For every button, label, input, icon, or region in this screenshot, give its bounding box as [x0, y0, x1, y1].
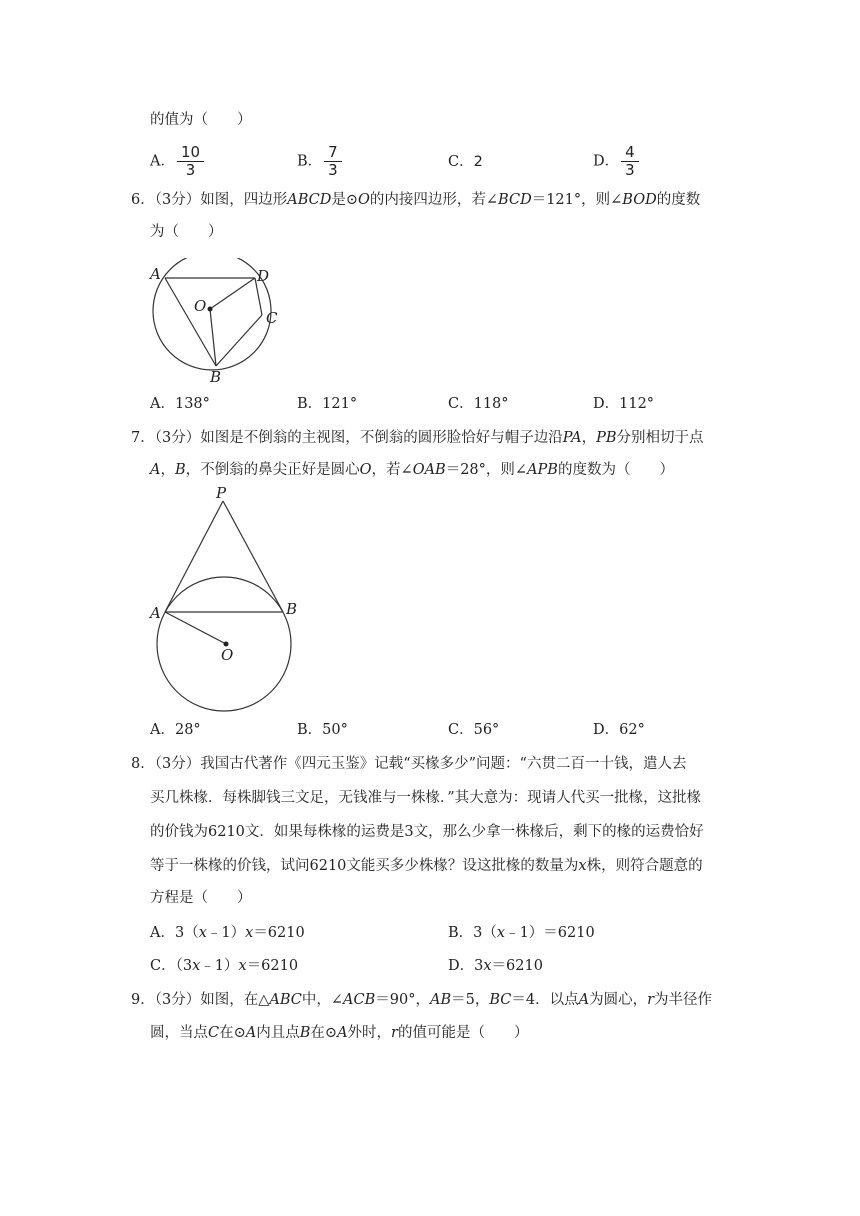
q7-option-a[interactable]: A．28°: [150, 722, 201, 738]
q5-option-b[interactable]: [297, 144, 340, 179]
q7-stem-line2: A，B，不倒翁的鼻尖正好是圆心O，若∠OAB＝28°，则∠APB的度数为（ ）: [150, 462, 674, 478]
q5-option-d[interactable]: [593, 144, 637, 179]
label-o: O: [194, 297, 207, 315]
segment-pb: [223, 501, 283, 612]
label-o: O: [221, 646, 234, 664]
segment-cb: [216, 315, 262, 366]
q8-stem-line5: 方程是（ ）: [150, 890, 252, 906]
q9-stem-line2: 圆，当点C在⊙A内且点B在⊙A外时，r的值可能是（ ）: [150, 1025, 529, 1041]
q9-stem-line1: 9．（3分）如图，在△ABC中，∠ACB＝90°，AB＝5，BC＝4．以点A为圆心，r为半径作: [131, 992, 713, 1008]
label-d: D: [257, 267, 270, 285]
q8-option-b[interactable]: B．3（x﹣1）＝6210: [448, 925, 595, 941]
q8-option-a[interactable]: A．3（x﹣1）x＝6210: [150, 925, 305, 941]
q8-stem-line3: 的价钱为6210文．如果每株椽的运费是3文，那么少拿一株椽后，剩下的椽的运费恰好: [150, 824, 704, 840]
q6-option-b[interactable]: B．121°: [297, 396, 358, 412]
label-a: A: [150, 265, 161, 283]
q5-tail: 的值为（ ）: [150, 112, 252, 128]
fraction: $\frac{4}{3}$: [623, 144, 637, 179]
q5-option-c[interactable]: [448, 150, 483, 171]
option-letter: A．: [150, 153, 175, 170]
label-b: B: [286, 600, 298, 618]
q6-option-d[interactable]: D．112°: [593, 396, 655, 412]
fraction: $\frac{10}{3}$: [179, 144, 202, 179]
q7-figure: [140, 484, 310, 714]
label-p: P: [216, 484, 227, 502]
option-letter: D．: [593, 153, 620, 170]
q8-stem-line4: 等于一株椽的价钱，试问6210文能买多少株椽？设这批椽的数量为x株，则符合题意的: [150, 858, 703, 874]
segment-pa: [165, 501, 223, 612]
q8-option-c[interactable]: C．（3x﹣1）x＝6210: [150, 958, 299, 974]
segment-od: [210, 278, 255, 309]
q7-option-d[interactable]: D．62°: [593, 722, 645, 738]
circle-o: [153, 258, 271, 370]
segment-ab: [165, 278, 216, 366]
q5-option-a[interactable]: [150, 144, 202, 179]
center-point: [208, 307, 213, 312]
label-b: B: [210, 368, 222, 384]
option-letter: C．: [448, 154, 474, 170]
q6-option-a[interactable]: A．138°: [150, 396, 210, 412]
q8-option-d[interactable]: D．3x＝6210: [448, 958, 543, 974]
option-value: 2: [473, 154, 483, 170]
q6-option-c[interactable]: C．118°: [448, 396, 509, 412]
q6-figure: [140, 258, 290, 384]
q7-option-c[interactable]: C．56°: [448, 722, 500, 738]
q7-option-b[interactable]: B．50°: [297, 722, 348, 738]
option-letter: B．: [297, 153, 323, 170]
label-c: C: [266, 309, 278, 327]
label-a: A: [150, 604, 161, 622]
fraction: $\frac{7}{3}$: [326, 144, 340, 179]
q8-stem-line1: 8．（3分）我国古代著作《四元玉鉴》记载“买椽多少”问题：“六贯二百一十钱，遣人去: [131, 756, 687, 772]
segment-ao: [165, 612, 226, 644]
q7-stem-line1: 7．（3分）如图是不倒翁的主视图，不倒翁的圆形脸恰好与帽子边沿PA，PB分别相切于点: [131, 430, 704, 446]
q6-stem-line2: 为（ ）: [150, 224, 223, 240]
q6-stem-line1: 6．（3分）如图，四边形ABCD是⊙O的内接四边形，若∠BCD＝121°，则∠BOD的度数: [131, 192, 701, 208]
q8-stem-line2: 买几株椽．每株脚钱三文足，无钱准与一株椽．”其大意为：现请人代买一批椽，这批椽: [150, 790, 702, 806]
